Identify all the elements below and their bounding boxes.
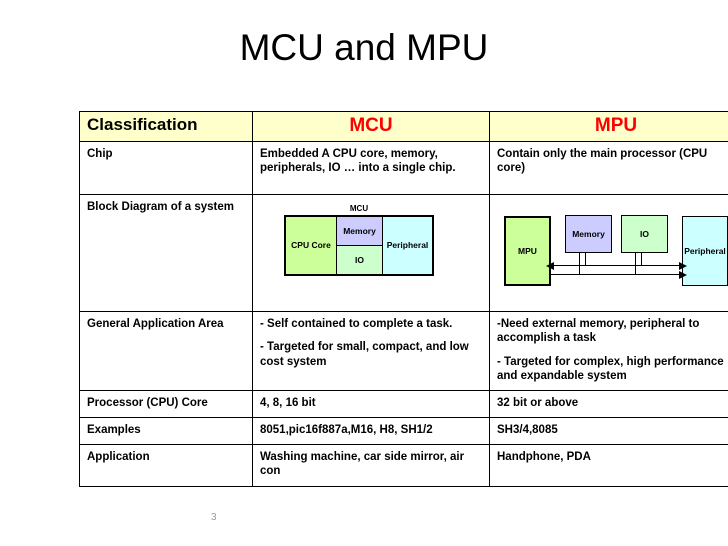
- header-cell-mpu: [490, 112, 728, 142]
- row-label-block-diagram: Block Diagram of a system: [80, 194, 253, 311]
- cell-block-diagram-mpu: [490, 194, 728, 311]
- cell-core-mpu: [490, 390, 728, 417]
- cell-text: Contain only the main processor (CPU core): [497, 147, 708, 174]
- cell-examples-mcu: [253, 417, 490, 444]
- mpu-bus-line-upper: [551, 265, 682, 266]
- row-label-chip: Chip: [80, 141, 253, 194]
- mpu-block-io: IO: [621, 215, 668, 253]
- header-cell-classification: [80, 112, 253, 142]
- cell-genapp-mcu: [253, 311, 490, 390]
- cell-application-mpu: [490, 444, 728, 486]
- mcu-block-cpu-core: CPU Core: [286, 217, 336, 274]
- table-row: [80, 390, 728, 417]
- cell-genapp-mpu: [490, 311, 728, 390]
- mpu-bus-line-lower: [551, 274, 682, 275]
- mcu-block-diagram: [253, 195, 489, 311]
- cell-text: Handphone, PDA: [497, 450, 591, 463]
- mcu-divider-memory-io: [336, 245, 383, 246]
- cell-core-mcu: [253, 390, 490, 417]
- table-row: [80, 417, 728, 444]
- cell-chip-mpu: [490, 141, 728, 194]
- table-row: [80, 444, 728, 486]
- table-row: [80, 141, 728, 194]
- table-row: [80, 194, 728, 311]
- table-header-row: [80, 112, 728, 142]
- table-row: [80, 311, 728, 390]
- cell-application-mcu: [253, 444, 490, 486]
- cell-text: Washing machine, car side mirror, air con: [260, 450, 465, 477]
- cell-text: 4, 8, 16 bit: [260, 396, 316, 409]
- header-label-classification: Classification: [87, 115, 198, 134]
- mpu-block-mpu: MPU: [504, 216, 551, 286]
- mpu-block-memory: Memory: [565, 215, 612, 253]
- cell-text: - Targeted for small, compact, and low cost system: [260, 341, 469, 368]
- cell-text: - Self contained to complete a task.: [260, 317, 453, 330]
- mpu-arrow-right-lower-icon: [674, 268, 688, 282]
- cell-text: 32 bit or above: [497, 396, 579, 409]
- mpu-block-peripheral: Peripheral: [682, 216, 728, 286]
- row-label-examples: Examples: [80, 417, 253, 444]
- row-label-processor-core: Processor (CPU) Core: [80, 390, 253, 417]
- mcu-block-io: IO: [336, 246, 383, 274]
- header-label-mcu: MCU: [349, 115, 393, 136]
- cell-text: Embedded A CPU core, memory, peripherals, IO … into a single chip.: [260, 147, 456, 174]
- mcu-block-peripheral: Peripheral: [383, 217, 432, 274]
- header-label-mpu: MPU: [594, 115, 638, 136]
- row-label-general-application-area: General Application Area: [80, 311, 253, 390]
- mpu-arrow-left-icon: [545, 259, 559, 273]
- mcu-block-memory: Memory: [336, 217, 383, 246]
- row-label-application: Application: [80, 444, 253, 486]
- cell-chip-mcu: [253, 141, 490, 194]
- cell-text: -Need external memory, peripheral to accomplish a task: [497, 317, 700, 344]
- header-cell-mcu: [253, 112, 490, 142]
- mpu-block-diagram: [490, 195, 728, 311]
- cell-text: SH3/4,8085: [497, 423, 558, 436]
- cell-text: - Targeted for complex, high performance and expandable system: [497, 355, 724, 382]
- cell-text: 8051,pic16f887a,M16, H8, SH1/2: [260, 423, 433, 436]
- slide-page-number: 3: [211, 512, 217, 523]
- cell-block-diagram-mcu: [253, 194, 490, 311]
- mcu-diagram-title: MCU: [349, 203, 369, 213]
- mpu-io-bus-line-a: [635, 253, 636, 274]
- page-title: MCU and MPU: [239, 27, 489, 68]
- mcu-mpu-comparison-table: [79, 111, 728, 487]
- cell-examples-mpu: [490, 417, 728, 444]
- mpu-memory-bus-line-a: [579, 253, 580, 274]
